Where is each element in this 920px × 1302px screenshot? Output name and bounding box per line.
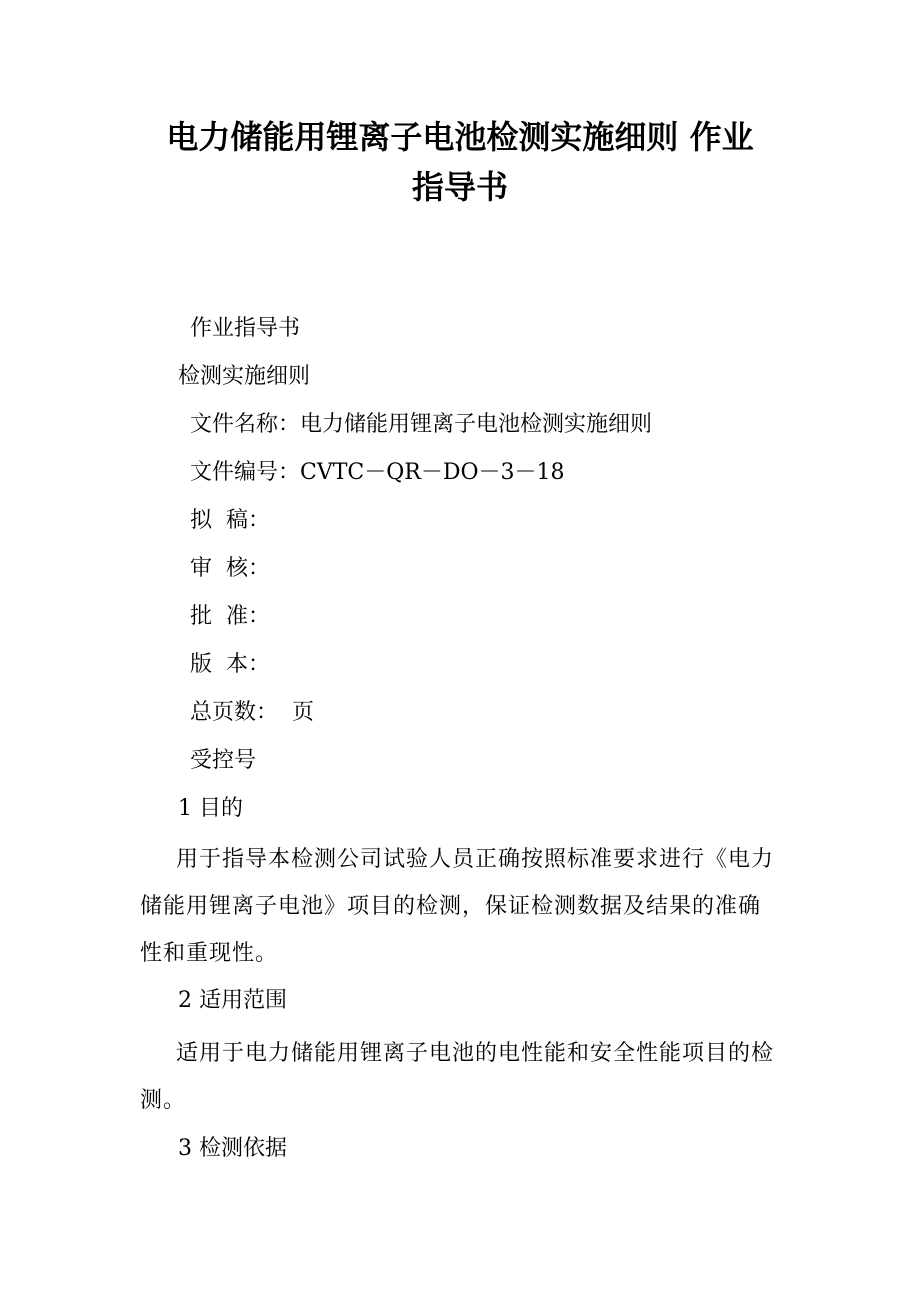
header-line-implementation-rules: 检测实施细则 (178, 364, 311, 389)
document-title (120, 112, 800, 212)
header-line-total-pages: 总页数： 页 (190, 700, 314, 725)
header-line-version: 版 本： (190, 652, 270, 677)
header-line-file-number: 文件编号：CVTC－QR－DO－3－18 (190, 460, 565, 485)
header-line-reviewed: 审 核： (190, 556, 270, 581)
header-line-file-name: 文件名称：电力储能用锂离子电池检测实施细则 (190, 412, 653, 437)
document-title-line-2: 指导书 (411, 168, 508, 206)
document-title-line-1: 电力储能用锂离子电池检测实施细则 作业 (166, 118, 754, 156)
header-line-work-instruction: 作业指导书 (190, 316, 301, 341)
section-body-scope: 适用于电力储能用锂离子电池的电性能和安全性能项目的检测。 (140, 1041, 775, 1113)
section-body-purpose: 用于指导本检测公司试验人员正确按照标准要求进行《电力储能用锂离子电池》项目的检测，保证检测数据及结果的准确性和重现性。 (140, 847, 775, 966)
section-heading-purpose: 1 目的 (178, 796, 243, 821)
header-line-approved: 批 准： (190, 604, 270, 629)
section-heading-scope: 2 适用范围 (178, 988, 287, 1013)
section-heading-basis: 3 检测依据 (178, 1136, 287, 1161)
header-line-control-number: 受控号 (190, 748, 257, 773)
header-line-drafted: 拟 稿： (190, 508, 270, 533)
